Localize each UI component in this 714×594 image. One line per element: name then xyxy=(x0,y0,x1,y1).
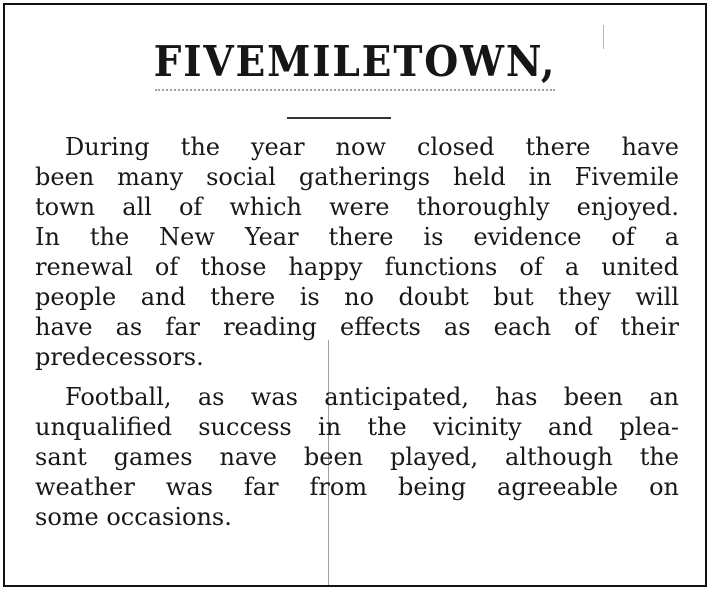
text-line: During the year now closed there have xyxy=(65,133,679,161)
text-line: sant games nave been played, although the xyxy=(35,443,679,471)
paragraph-2 xyxy=(35,382,679,532)
headline-rule xyxy=(287,117,391,119)
text-line: unqualified success in the vicinity and plea- xyxy=(35,413,679,441)
newspaper-clipping xyxy=(3,3,707,587)
text-line: weather was far from being agreeable on xyxy=(35,473,679,501)
paragraph-1 xyxy=(35,132,679,372)
text-line: predecessors. xyxy=(35,343,204,371)
print-dots xyxy=(155,89,555,99)
text-line: town all of which were thoroughly enjoyed. xyxy=(35,193,679,221)
text-line: some occasions. xyxy=(35,503,232,531)
text-line: renewal of those happy functions of a united xyxy=(35,253,679,281)
paragraph-gap xyxy=(35,372,679,382)
text-line: In the New Year there is evidence of a xyxy=(35,223,679,251)
text-line: people and there is no doubt but they will xyxy=(35,283,679,311)
text-line: been many social gatherings held in Fivemile xyxy=(35,163,679,191)
fold-crease-top xyxy=(603,25,604,49)
text-line: have as far reading effects as each of their xyxy=(35,313,679,341)
headline: FIVEMILETOWN, xyxy=(153,37,557,86)
text-line: Football, as was anticipated, has been an xyxy=(65,383,679,411)
article-body xyxy=(35,132,679,532)
